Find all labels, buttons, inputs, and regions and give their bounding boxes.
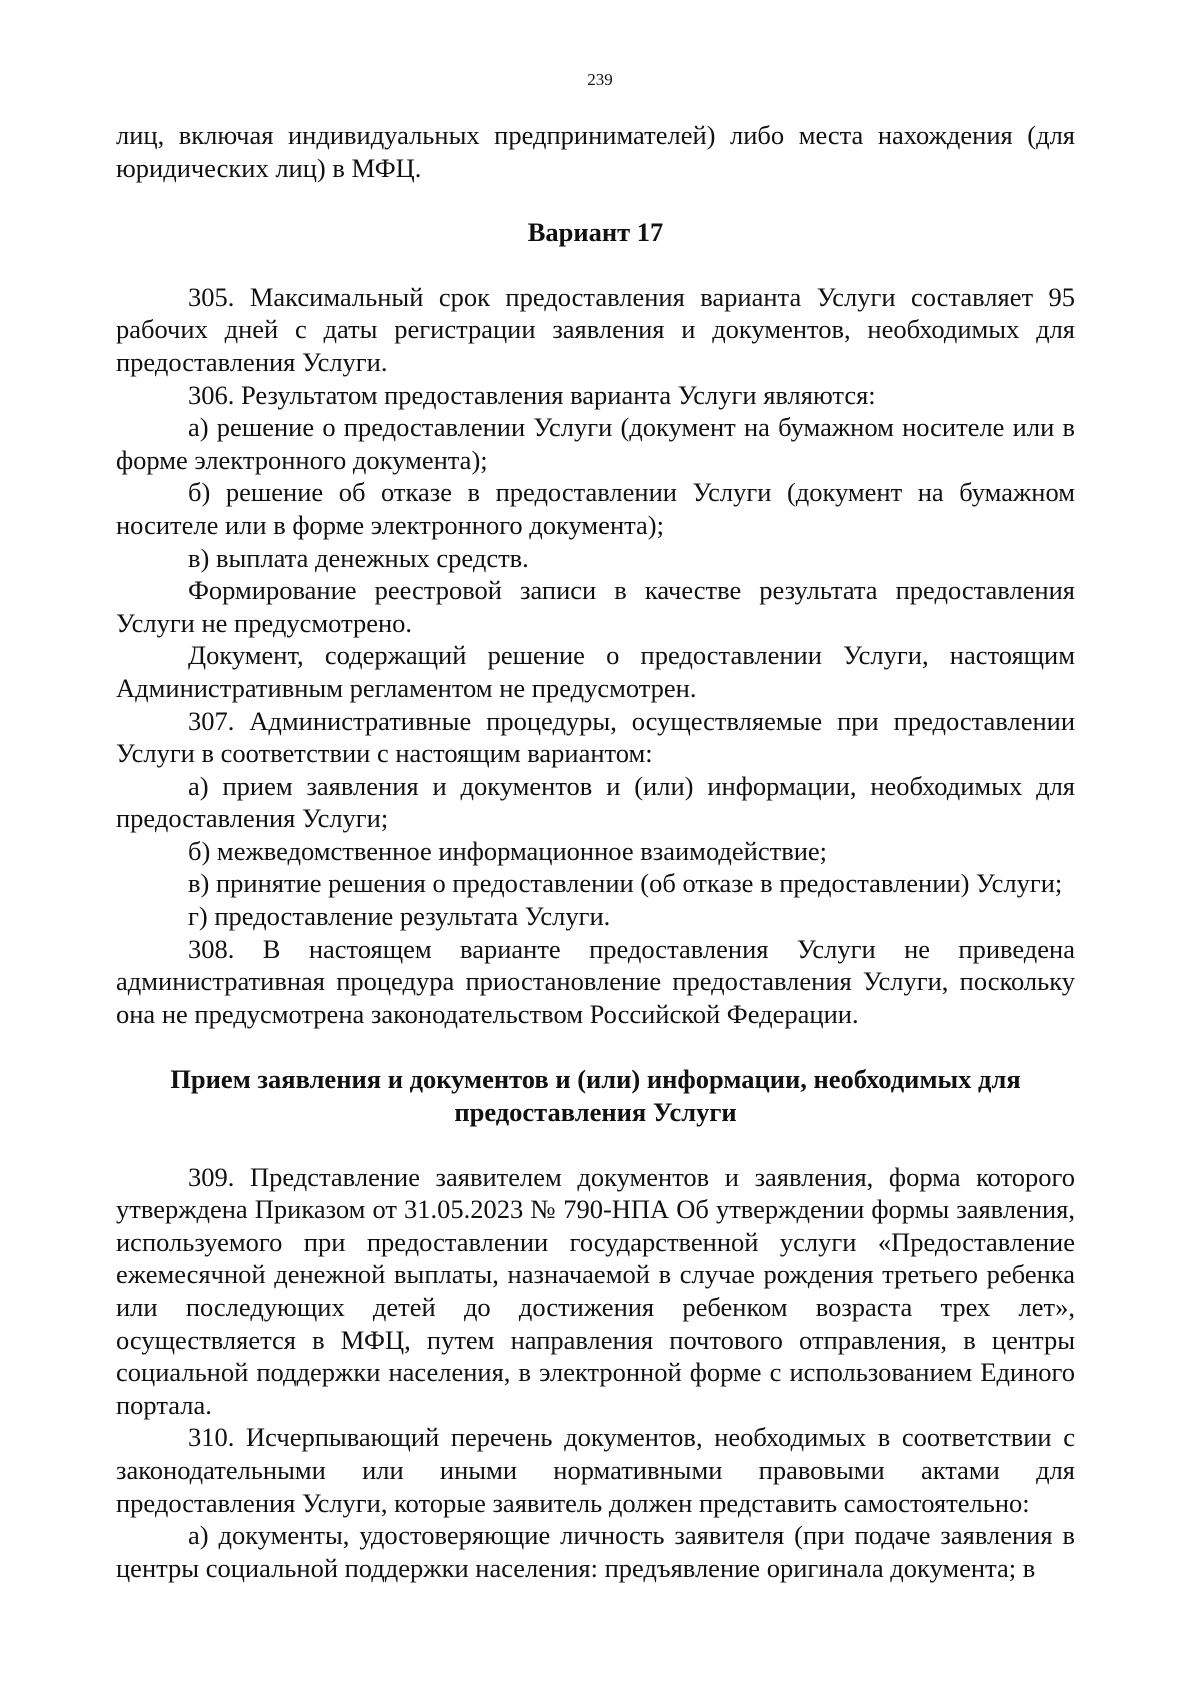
- list-item-307-b: б) межведомственное информационное взаимодействие;: [188, 835, 828, 866]
- page-number: 239: [587, 70, 613, 89]
- paragraph-309: 309. Представление заявителем документов и заявления, форма которого утверждена Приказом от 31.05.2023 № 790-НПА Об утверждении формы заявления, используемого при предоставлении государственной услуги «Предоставление ежемесячной денежной выплаты, назначаемой в случае рождения третьего ребенка или последующих детей до достижения ребенком возраста трех лет», осуществляется в МФЦ, путем направления почтового отправления, в центры социальной поддержки населения, в электронной форме с использованием Единого портала.: [116, 1161, 1075, 1420]
- list-item-306-a: а) решение о предоставлении Услуги (документ на бумажном носителе или в форме электронного документа);: [116, 412, 1075, 475]
- intro-paragraph: лиц, включая индивидуальных предпринимателей) либо места нахождения (для юридических лиц) в МФЦ.: [116, 120, 1075, 183]
- document-body: [116, 119, 1075, 1584]
- list-item-306-b: б) решение об отказе в предоставлении Услуги (документ на бумажном носителе или в форме электронного документа);: [116, 477, 1075, 540]
- list-item-310-a: а) документы, удостоверяющие личность заявителя (при подаче заявления в центры социальной поддержки населения: предъявление оригинала документа; в: [116, 1520, 1075, 1583]
- list-item-307-d: г) предоставление результата Услуги.: [188, 901, 611, 932]
- paragraph-306: 306. Результатом предоставления варианта Услуги являются:: [188, 379, 876, 410]
- list-item-307-c: в) принятие решения о предоставлении (об отказе в предоставлении) Услуги;: [188, 868, 1063, 899]
- section-heading-line-1: Прием заявления и документов и (или) информации, необходимых для: [170, 1064, 1021, 1095]
- list-item-307-a: а) прием заявления и документов и (или) информации, необходимых для предоставления Услуги;: [116, 770, 1075, 834]
- paragraph-308: 308. В настоящем варианте предоставления Услуги не приведена административная процедура приостановление предоставления Услуги, поскольку она не предусмотрена законодательством Российской Федерации.: [116, 933, 1075, 1029]
- section-heading: [116, 1063, 1075, 1128]
- list-item-306-c: в) выплата денежных средств.: [188, 542, 529, 573]
- variant-heading: Вариант 17: [527, 217, 664, 248]
- section-heading-line-2: предоставления Услуги: [454, 1097, 737, 1128]
- paragraph-307: 307. Административные процедуры, осуществляемые при предоставлении Услуги в соответствии с настоящим вариантом:: [116, 705, 1075, 769]
- paragraph-310: 310. Исчерпывающий перечень документов, необходимых в соответствии с законодательными или иными нормативными правовыми актами для предоставления Услуги, которые заявитель должен представить самостоятельно:: [116, 1422, 1075, 1518]
- paragraph-registry-record: Формирование реестровой записи в качестве результата предоставления Услуги не предусмотрено.: [116, 575, 1075, 638]
- paragraph-decision-document: Документ, содержащий решение о предоставлении Услуги, настоящим Административным регламентом не предусмотрен.: [116, 640, 1075, 703]
- paragraph-305: 305. Максимальный срок предоставления варианта Услуги составляет 95 рабочих дней с даты регистрации заявления и документов, необходимых для предоставления Услуги.: [116, 281, 1075, 377]
